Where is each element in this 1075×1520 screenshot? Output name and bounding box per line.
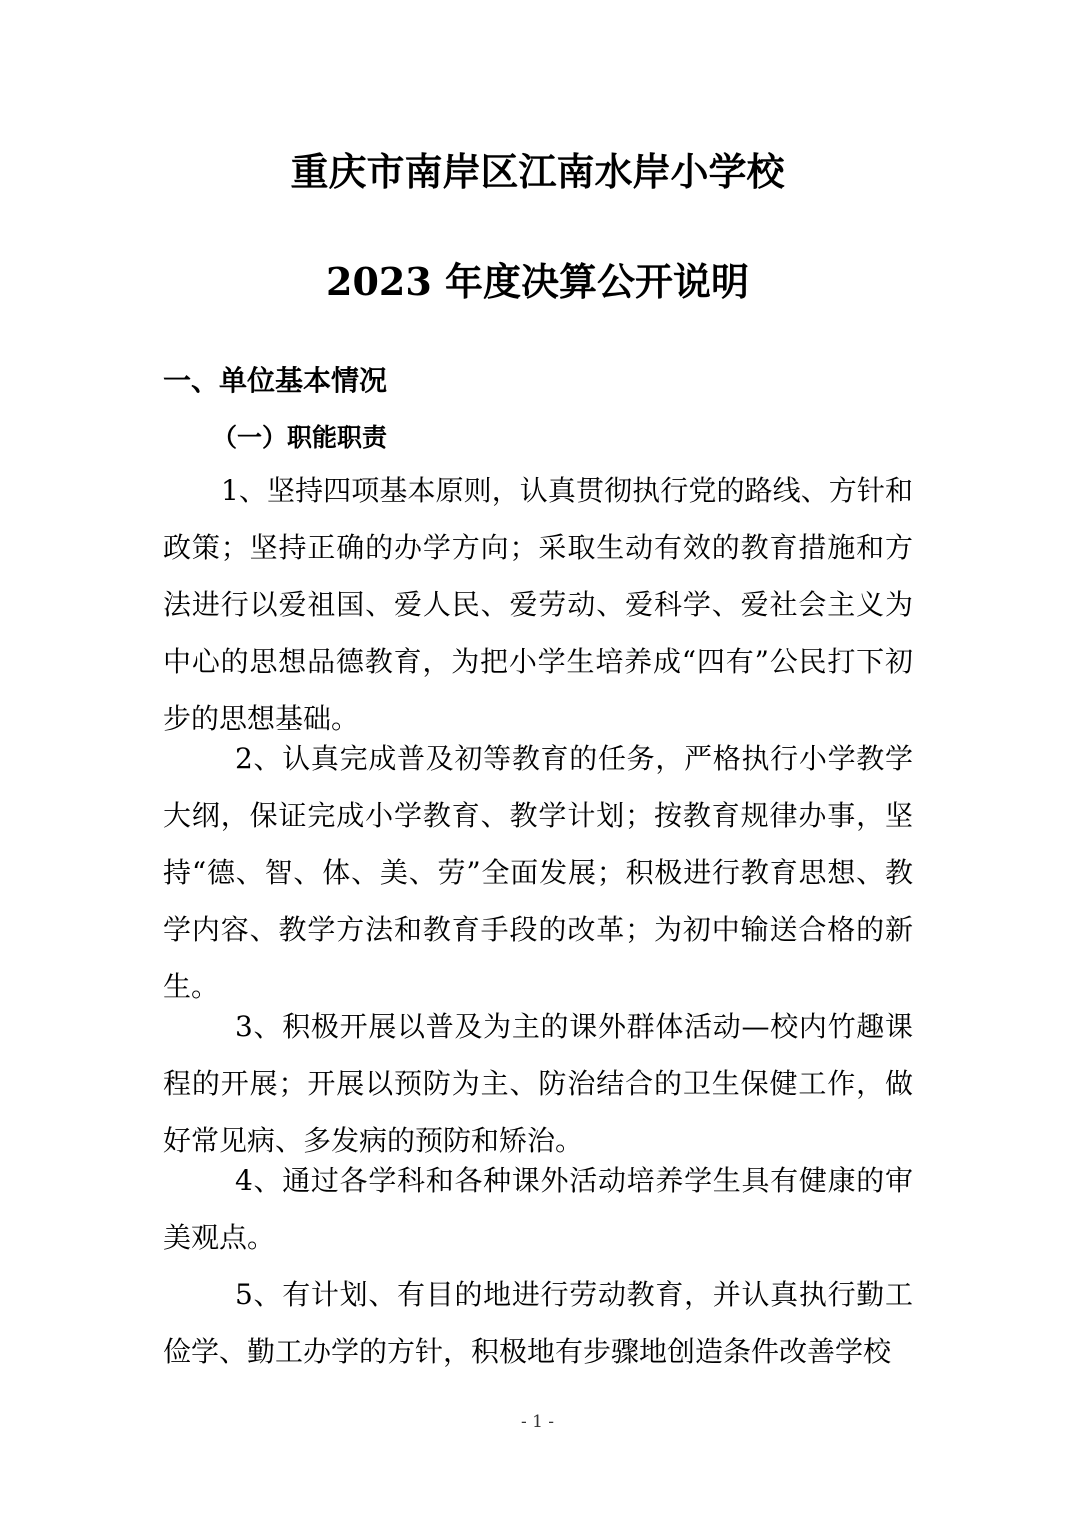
paragraph-4: 4、通过各学科和各种课外活动培养学生具有健康的审美观点。 — [163, 1164, 913, 1254]
section-heading: 一、单位基本情况 — [163, 364, 388, 397]
paragraph-3: 3、积极开展以普及为主的课外群体活动—校内竹趣课程的开展；开展以预防为主、防治结合的卫生保健工作，做好常见病、多发病的预防和矫治。 — [163, 1010, 913, 1157]
paragraph-2: 2、认真完成普及初等教育的任务，严格执行小学教学大纲，保证完成小学教育、教学计划；按教育规律办事，坚持“德、智、体、美、劳”全面发展；积极进行教育思想、教学内容、教学方法和教育手段的改革；为初中输送合格的新生。 — [163, 742, 913, 1003]
document-title-line2: 2023 年度决算公开说明 — [326, 259, 749, 304]
document-title-line1: 重庆市南岸区江南水岸小学校 — [290, 149, 785, 194]
page-number: - 1 - — [520, 1412, 555, 1432]
paragraph-1: 1、坚持四项基本原则，认真贯彻执行党的路线、方针和政策；坚持正确的办学方向；采取生动有效的教育措施和方法进行以爱祖国、爱人民、爱劳动、爱科学、爱社会主义为中心的思想品德教育，为把小学生培养成“四有”公民打下初步的思想基础。 — [163, 474, 913, 735]
paragraph-5: 5、有计划、有目的地进行劳动教育，并认真执行勤工俭学、勤工办学的方针，积极地有步骤地创造条件改善学校 — [163, 1278, 913, 1368]
subsection-heading: （一）职能职责 — [212, 423, 388, 452]
